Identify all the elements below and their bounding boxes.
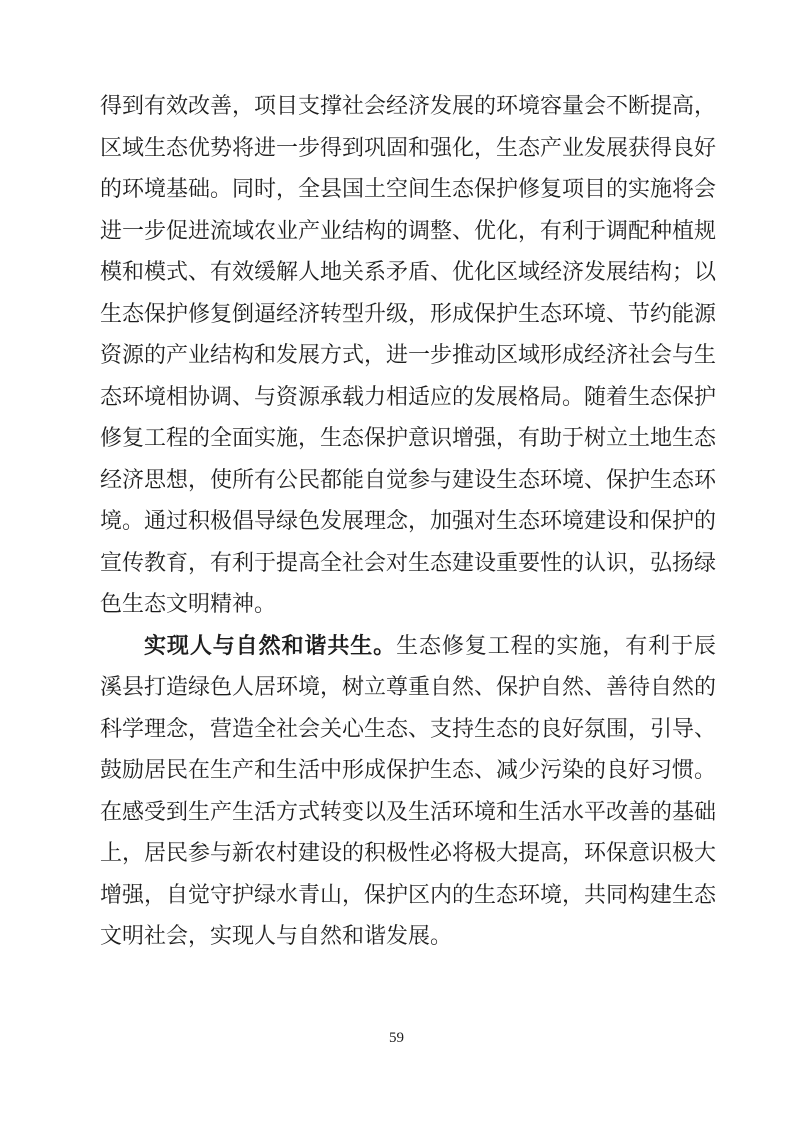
paragraph-continuation: 得到有效改善，项目支撑社会经济发展的环境容量会不断提高，区域生态优势将进一步得到巩固和强化，生态产业发展获得良好的环境基础。同时，全县国土空间生态保护修复项目的实施将会进一步促进流域农业产业结构的调整、优化，有利于调配种植规模和模式、有效缓解人地关系矛盾、优化区域经济发展结构；以生态保护修复倒逼经济转型升级，形成保护生态环境、节约能源资源的产业结构和发展方式，进一步推动区域形成经济社会与生态环境相协调、与资源承载力相适应的发展格局。随着生态保护修复工程的全面实施，生态保护意识增强，有助于树立土地生态经济思想，使所有公民都能自觉参与建设生态环境、保护生态环境。通过积极倡导绿色发展理念，加强对生态环境建设和保护的宣传教育，有利于提高全社会对生态建设重要性的认识，弘扬绿色生态文明精神。 — [100, 93, 717, 616]
paragraph-harmony-lead: 实现人与自然和谐共生。 — [144, 632, 397, 658]
paragraph-harmony — [100, 625, 716, 957]
page-number: 59 — [389, 1030, 404, 1046]
text-block — [100, 85, 716, 957]
paragraph-harmony-body: 生态修复工程的实施，有利于辰溪县打造绿色人居环境，树立尊重自然、保护自然、善待自然的科学理念，营造全社会关心生态、支持生态的良好氛围，引导、鼓励居民在生产和生活中形成保护生态、减少污染的良好习惯。在感受到生产生活方式转变以及生活环境和生活水平改善的基础上，居民参与新农村建设的积极性必将极大提高，环保意识极大增强，自觉守护绿水青山，保护区内的生态环境，共同构建生态文明社会，实现人与自然和谐发展。 — [100, 632, 717, 948]
